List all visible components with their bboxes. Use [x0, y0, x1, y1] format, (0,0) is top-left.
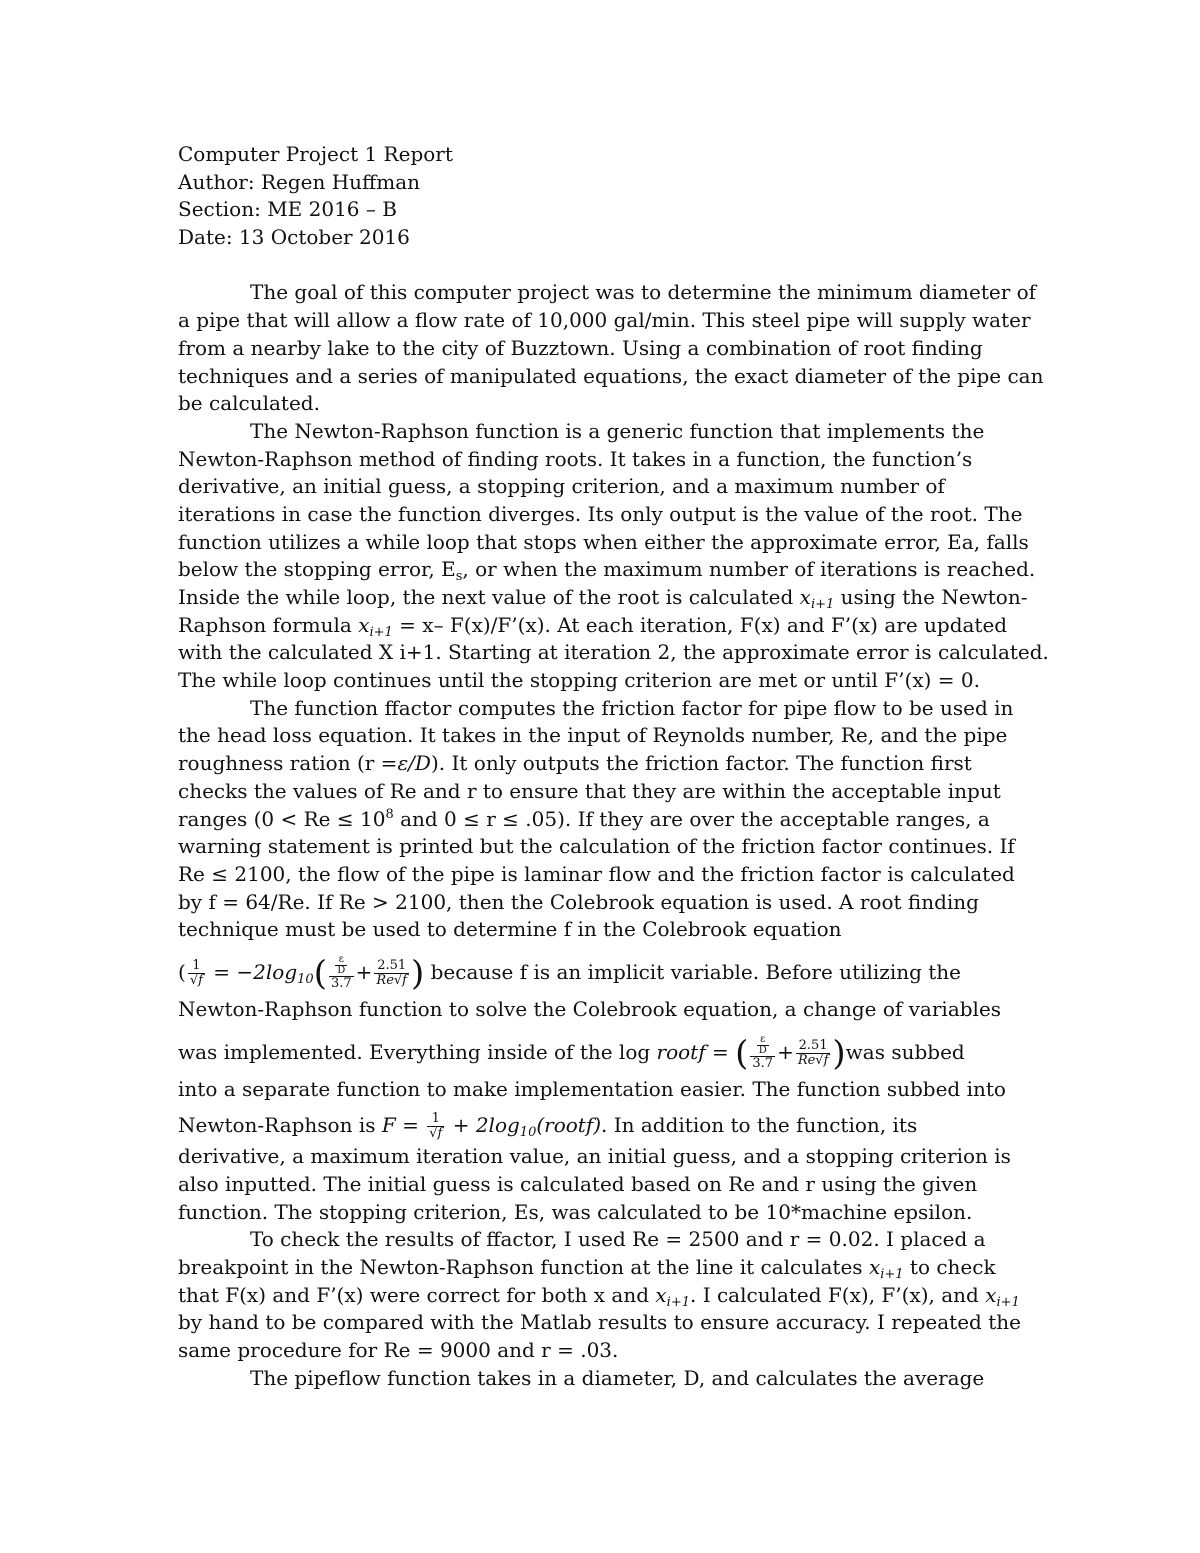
text-line: [178, 1282, 1038, 1310]
text-segment: using the Newton-: [840, 585, 1028, 609]
text-segment: . In addition to the function, its: [601, 1113, 918, 1138]
text-line: checks the values of Re and r to ensure that they are within the acceptable input: [178, 778, 1001, 803]
text-line: techniques and a series of manipulated equations, the exact diameter of the pipe can: [178, 363, 1044, 388]
math-subscript: i+1: [880, 1267, 904, 1283]
text-segment: below the stopping error, E: [178, 557, 456, 582]
math-x: x: [868, 1255, 881, 1280]
text-line: function utilizes a while loop that stops when either the approximate error, Ea, falls: [178, 529, 1029, 554]
text-line: warning statement is printed but the calculation of the friction factor continues. If: [178, 834, 1015, 859]
text-line: The pipeflow function takes in a diameter, D, and calculates the average: [250, 1365, 985, 1390]
math-epsilon-over-d: ε/D: [397, 751, 431, 776]
blank-line: [178, 252, 1038, 280]
fraction-roughness: $\frac{\frac{\varepsilon}{D}}{3.7}$: [752, 1034, 774, 1072]
text-line: was implemented. Everything inside of the log rootf = ( $\frac{\frac{\varepsilon}{D}}{3.7}$ + $\frac{2.51}{Re√f}$ )was subbed: [178, 1033, 965, 1074]
text-segment: that F(x) and F’(x) were correct for both x and: [178, 1282, 650, 1307]
math-subscript: i+1: [810, 597, 835, 612]
text-line: Newton-Raphson function to solve the Colebrook equation, a change of variables: [178, 996, 1002, 1021]
text-segment: . I calculated F(x), F’(x), and: [690, 1282, 979, 1307]
math-x: x: [985, 1282, 997, 1307]
report-author: Author: Regen Huffman: [178, 169, 421, 194]
report-date: Date: 13 October 2016: [178, 225, 410, 250]
fraction-reynolds: $\frac{2.51}{Re√f}$: [376, 957, 407, 988]
text-line: The while loop continues until the stopping criterion are met or until F’(x) = 0.: [178, 668, 980, 693]
fraction-one-over-sqrt-f: $\frac{1}{√f}$: [189, 957, 203, 988]
report-title: Computer Project 1 Report: [178, 142, 453, 166]
text-line: [178, 750, 1038, 778]
text-line: from a nearby lake to the city of Buzztown. Using a combination of root finding: [178, 335, 983, 360]
text-line: [178, 584, 1038, 612]
text-line: [178, 1254, 1038, 1282]
text-line: into a separate function to make implementation easier. The function subbed into: [178, 1076, 1006, 1101]
text-line: by f = 64/Re. If Re > 2100, then the Colebrook equation is used. A root finding: [178, 889, 979, 914]
text-segment: = x– F(x)/F’(x). At each iteration, F(x) and F’(x) are updated: [399, 612, 1008, 637]
text-line: derivative, an initial guess, a stopping criterion, and a maximum number of: [178, 474, 945, 499]
text-line: by hand to be compared with the Matlab results to ensure accuracy. I repeated the: [178, 1310, 1021, 1335]
text-line: derivative, a maximum iteration value, an initial guess, and a stopping criterion is: [178, 1144, 1011, 1169]
text-line: a pipe that will allow a flow rate of 10,000 gal/min. This steel pipe will supply water: [178, 308, 1031, 333]
math-subscript: i+1: [369, 624, 393, 640]
text-line: The function ffactor computes the friction factor for pipe flow to be used in: [250, 695, 1014, 720]
math-x: x: [655, 1282, 667, 1307]
text-segment: roughness ration (r =: [178, 751, 398, 776]
text-line: iterations in case the function diverges. Its only output is the value of the root. The: [178, 501, 1023, 526]
text-line: also inputted. The initial guess is calculated based on Re and r using the given: [178, 1172, 978, 1196]
text-segment: because f is an implicit variable. Before utilizing the: [430, 959, 962, 984]
text-line: [178, 806, 1038, 834]
fraction-roughness: $\frac{\frac{\varepsilon}{D}}{3.7}$: [330, 954, 352, 992]
fraction-reynolds: $\frac{2.51}{Re√f}$: [797, 1037, 829, 1068]
text-segment: ). It only outputs the friction factor. The function first: [430, 751, 972, 776]
report-section: Section: ME 2016 – B: [178, 197, 397, 222]
text-line: Newton-Raphson method of finding roots. It takes in a function, the function’s: [178, 446, 973, 471]
text-line: function. The stopping criterion, Es, was calculated to be 10*machine epsilon.: [178, 1199, 973, 1224]
math-rootf: rootf: [656, 1039, 706, 1064]
text-segment: was implemented. Everything inside of the log: [178, 1039, 651, 1064]
colebrook-equation-line: [178, 944, 1038, 996]
text-line: the head loss equation. It takes in the input of Reynolds number, Re, and the pipe: [178, 723, 1008, 748]
text-line: Re ≤ 2100, the flow of the pipe is laminar flow and the friction factor is calculated: [178, 861, 1015, 886]
text-segment: to check: [909, 1255, 996, 1280]
text-line: same procedure for Re = 9000 and r = .03.: [178, 1338, 619, 1363]
text-segment: Newton-Raphson is: [178, 1113, 376, 1138]
text-line: Newton-Raphson is F = $\frac{1}{√f}$ + $2\log_{10}(rootf)$. In addition to the function, its: [178, 1111, 918, 1142]
math-subscript: i+1: [666, 1294, 690, 1310]
text-segment: ranges (0 < Re ≤ 10: [178, 806, 386, 831]
text-line: The Newton-Raphson function is a generic function that implements the: [250, 418, 985, 443]
math-x: x: [799, 585, 811, 609]
math-x: x: [358, 612, 370, 637]
text-line: The goal of this computer project was to determine the minimum diameter of: [250, 280, 1037, 305]
report-text: [178, 141, 1049, 1393]
text-segment: was subbed: [845, 1039, 965, 1064]
colebrook-equation: ( $\frac{1}{√f}$ = $-2\log_{10}$( $\frac{\frac{\varepsilon}{D}}{3.7}$ + $\frac{2.51}{Re√f}$ ): [178, 953, 425, 994]
fraction-one-over-sqrt-f: $\frac{1}{√f}$: [429, 1111, 443, 1142]
text-segment: Inside the while loop, the next value of the root is calculated: [178, 585, 794, 609]
superscript: 8: [385, 806, 394, 822]
text-segment: and 0 ≤ r ≤ .05). If they are over the acceptable ranges, a: [393, 806, 990, 831]
text-segment: breakpoint in the Newton-Raphson function at the line it calculates: [178, 1255, 863, 1280]
text-segment: , or when the maximum number of iterations is reached.: [462, 557, 1036, 582]
text-segment: Raphson formula: [178, 612, 352, 637]
text-line: [178, 556, 1038, 584]
math-F: F: [381, 1113, 396, 1138]
text-line: with the calculated X i+1. Starting at iteration 2, the approximate error is calculated.: [178, 640, 1049, 665]
text-line: To check the results of ffactor, I used Re = 2500 and r = 0.02. I placed a: [250, 1227, 986, 1252]
text-line: [178, 612, 1038, 640]
text-line: technique must be used to determine f in the Colebrook equation: [178, 917, 842, 942]
math-subscript: i+1: [996, 1294, 1020, 1310]
subscript: s: [455, 569, 463, 585]
text-line: be calculated.: [178, 391, 320, 416]
